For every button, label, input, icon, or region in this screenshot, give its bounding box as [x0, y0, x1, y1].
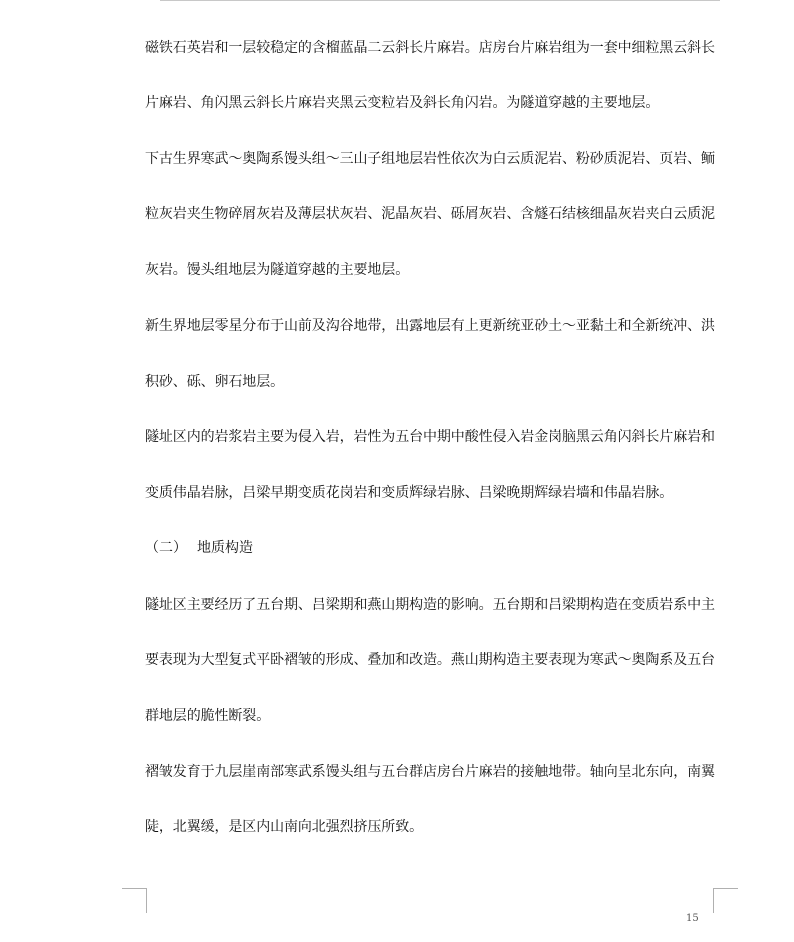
margin-corner-left: [122, 888, 147, 913]
text-line: 片麻岩、角闪黑云斜长片麻岩夹黑云变粒岩及斜长角闪岩。为隧道穿越的主要地层。: [145, 95, 660, 111]
text-line: 要表现为大型复式平卧褶皱的形成、叠加和改造。燕山期构造主要表现为寒武～奥陶系及五台: [145, 652, 715, 668]
text-line: 褶皱发育于九层崖南部寒武系馒头组与五台群店房台片麻岩的接触地带。轴向呈北东向，南翼: [145, 764, 715, 780]
text-line: 积砂、砾、卵石地层。: [145, 374, 284, 390]
section-number: （二）: [145, 540, 187, 556]
section-heading: [145, 539, 253, 557]
text-line: 变质伟晶岩脉，吕梁早期变质花岗岩和变质辉绿岩脉、吕梁晚期辉绿岩墙和伟晶岩脉。: [145, 485, 674, 501]
text-line: 粒灰岩夹生物碎屑灰岩及薄层状灰岩、泥晶灰岩、砾屑灰岩、含燧石结核细晶灰岩夹白云质泥: [145, 206, 715, 222]
text-line: 群地层的脆性断裂。: [145, 708, 271, 724]
text-line: 下古生界寒武～奥陶系馒头组～三山子组地层岩性依次为白云质泥岩、粉砂质泥岩、页岩、鲕: [145, 151, 715, 167]
text-line: 陡，北翼缓，是区内山南向北强烈挤压所致。: [145, 819, 423, 835]
text-line: 隧址区主要经历了五台期、吕梁期和燕山期构造的影响。五台期和吕梁期构造在变质岩系中主: [145, 597, 715, 613]
section-title: 地质构造: [197, 540, 253, 556]
page-number: 15: [686, 913, 699, 924]
text-line: 新生界地层零星分布于山前及沟谷地带，出露地层有上更新统亚砂土～亚黏土和全新统冲、洪: [145, 318, 715, 334]
margin-corner-right: [713, 888, 738, 913]
text-line: 灰岩。馒头组地层为隧道穿越的主要地层。: [145, 262, 410, 278]
page-top-rule: [160, 0, 720, 1]
text-line: 磁铁石英岩和一层较稳定的含榴蓝晶二云斜长片麻岩。店房台片麻岩组为一套中细粒黑云斜长: [145, 40, 715, 56]
text-line: 隧址区内的岩浆岩主要为侵入岩，岩性为五台中期中酸性侵入岩金岗脑黑云角闪斜长片麻岩和: [145, 429, 715, 445]
